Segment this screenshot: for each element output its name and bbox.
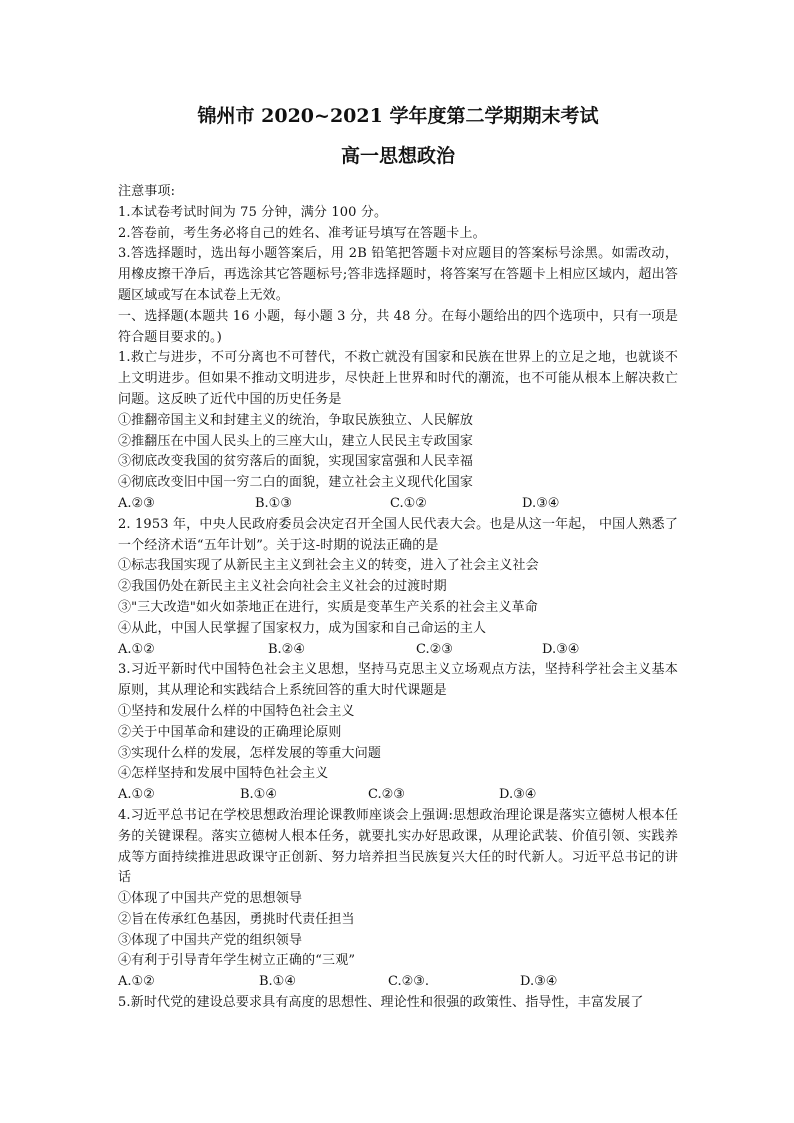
question-stem: 3.习近平新时代中国特色社会主义思想，坚持马克思主义立场观点方法，坚持科学社会主义基本原则，其从理论和实践结合上系统回答的重大时代课题是 bbox=[118, 662, 678, 699]
option-c: C.①② bbox=[390, 495, 427, 511]
answer-options bbox=[118, 640, 678, 661]
question-statement: ①标志我国实现了从新民主主义到社会主义的转变，进入了社会主义社会 bbox=[118, 558, 539, 574]
question-statement: ③实现什么样的发展，怎样发展的等重大问题 bbox=[118, 745, 382, 761]
question-statement: ②关于中国革命和建设的正确理论原则 bbox=[118, 724, 342, 740]
option-c: C.②③. bbox=[388, 974, 430, 990]
exam-title: 锦州市 2020~2021 学年度第二学期期末考试 bbox=[197, 105, 599, 127]
question-statement: ③体现了中国共产党的组织领导 bbox=[118, 932, 303, 948]
notice-item: 2.答卷前，考生务必将自己的姓名、准考证号填写在答题卡上。 bbox=[118, 225, 486, 241]
question-statement: ④怎样坚持和发展中国特色社会主义 bbox=[118, 766, 329, 782]
question-statement: ②旨在传承红色基因，勇挑时代责任担当 bbox=[118, 911, 355, 927]
notice-item: 1.本试卷考试时间为 75 分钟，满分 100 分。 bbox=[118, 204, 388, 220]
option-b: B.①③ bbox=[255, 495, 292, 511]
option-d: D.③④ bbox=[522, 495, 560, 511]
option-a: A.②③ bbox=[118, 495, 155, 511]
question-statement: ③"三大改造"如火如荼地正在进行，实质是变革生产关系的社会主义革命 bbox=[118, 599, 538, 615]
question-stem: 1.救亡与进步，不可分离也不可替代，不救亡就没有国家和民族在世界上的立足之地，也就谈不上文明进步。但如果不推动文明进步，尽快赶上世界和时代的潮流，也不可能从根本上解决救亡问题。这反映了近代中国的历史任务是 bbox=[118, 350, 678, 407]
question-statement: ④彻底改变旧中国一穷二白的面貌，建立社会主义现代化国家 bbox=[118, 475, 474, 491]
option-a: A.①② bbox=[118, 787, 155, 803]
question-stem: 2. 1953 年，中央人民政府委员会决定召开全国人民代表大会。也是从这一年起， 中国人熟悉了一个经济术语“五年计划”。关于这-时期的说法正确的是 bbox=[118, 516, 678, 553]
question-statement: ②我国仍处在新民主主义社会向社会主义社会的过渡时期 bbox=[118, 579, 447, 595]
notice-item: 3.答选择题时，选出每小题答案后，用 2B 铅笔把答题卡对应题目的答案标号涂黑。如需改动，用橡皮擦干净后，再选涂其它答题标号;答非选择题时，将答案写在答题卡上相应区域内，超出答题区域或写在本试卷上无效。 bbox=[118, 246, 678, 303]
section-heading: 一、选择题(本题共 16 小题，每小题 3 分，共 48 分。在每小题给出的四个选项中，只有一项是符合题目要求的。) bbox=[118, 308, 678, 345]
question-statement: ③彻底改变我国的贫穷落后的面貌，实现国家富强和人民幸福 bbox=[118, 454, 474, 470]
answer-options bbox=[118, 972, 678, 993]
question-statement: ④从此，中国人民掌握了国家权力，成为国家和自己命运的主人 bbox=[118, 620, 487, 636]
question-statement: ②推翻压在中国人民头上的三座大山，建立人民民主专政国家 bbox=[118, 433, 474, 449]
answer-options bbox=[118, 494, 678, 515]
option-c: C.②③ bbox=[368, 787, 405, 803]
option-a: A.①② bbox=[118, 641, 155, 657]
question-stem: 5.新时代党的建设总要求具有高度的思想性、理论性和很强的政策性、指导性，丰富发展了 bbox=[118, 995, 644, 1011]
option-b: B.①④ bbox=[259, 974, 296, 990]
option-b: B.①④ bbox=[240, 787, 277, 803]
option-b: B.②④ bbox=[268, 641, 305, 657]
question-statement: ④有利于引导青年学生树立正确的“三观” bbox=[118, 953, 356, 969]
question-statement: ①体现了中国共产党的思想领导 bbox=[118, 891, 303, 907]
question-statement: ①推翻帝国主义和封建主义的统治，争取民族独立、人民解放 bbox=[118, 412, 474, 428]
option-a: A.①② bbox=[118, 974, 155, 990]
option-d: D.③④ bbox=[542, 641, 580, 657]
answer-options bbox=[118, 785, 678, 806]
question-statement: ①坚持和发展什么样的中国特色社会主义 bbox=[118, 703, 355, 719]
option-c: C.②③ bbox=[416, 641, 453, 657]
exam-page bbox=[118, 104, 678, 1014]
question-stem: 4.习近平总书记在学校思想政治理论课教师座谈会上强调:思想政治理论课是落实立德树人根本任务的关键课程。落实立德树人根本任务，就要扎实办好思政课，从理论武装、价值引领、实践养成等方面持续推进思政课守正创新、努力培养担当民族复兴大任的时代新人。习近平总书记的讲话 bbox=[118, 807, 678, 886]
exam-subject: 高一思想政治 bbox=[340, 145, 455, 167]
option-d: D.③④ bbox=[520, 974, 558, 990]
notice-heading: 注意事项: bbox=[118, 184, 176, 199]
option-d: D.③④ bbox=[499, 787, 537, 803]
